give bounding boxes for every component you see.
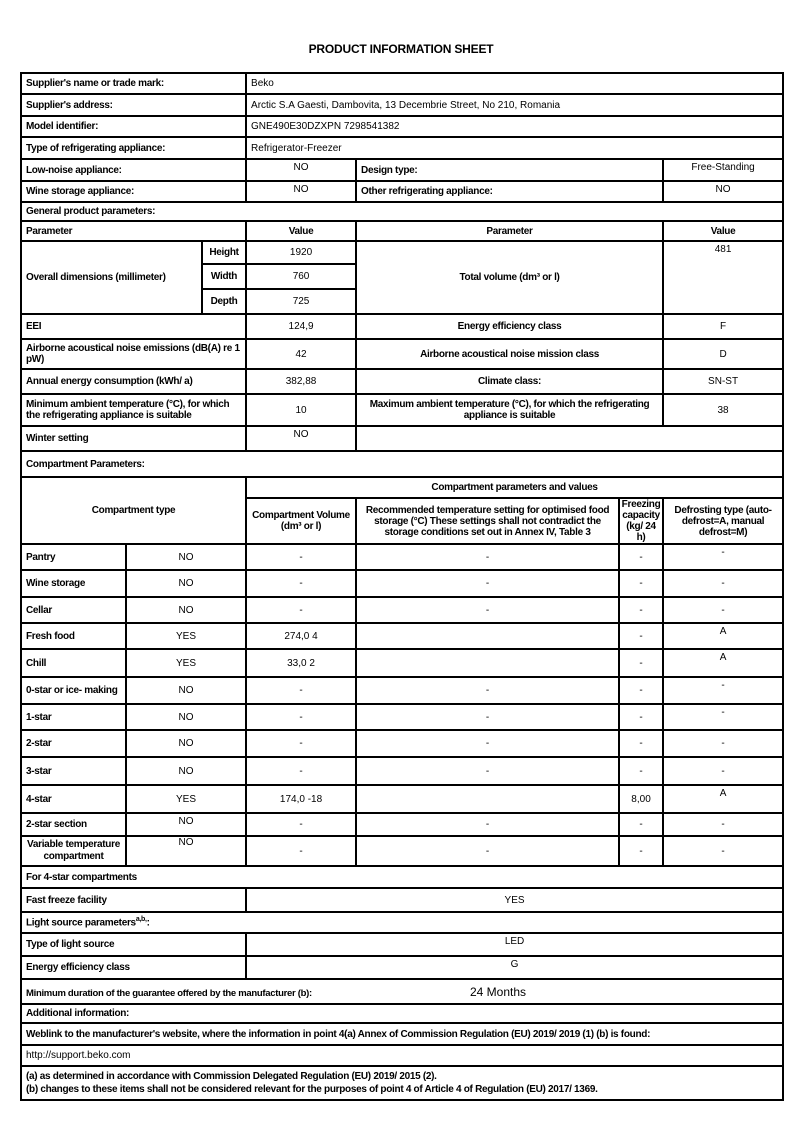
winter-setting-label: Winter setting <box>21 426 246 451</box>
header-value-2: Value <box>663 221 783 241</box>
compartment-section-row <box>21 451 783 477</box>
compartment-present: YES <box>126 785 246 813</box>
compartment-name: Fresh food <box>21 623 126 649</box>
compartment-defrost: - <box>663 813 783 836</box>
wine-storage-label: Wine storage appliance: <box>21 181 246 202</box>
compartment-freezing: - <box>619 544 663 570</box>
compartment-present: YES <box>126 623 246 649</box>
compartment-freezing: 8,00 <box>619 785 663 813</box>
guarantee-cell <box>21 979 783 1004</box>
appliance-type-value: Refrigerator-Freezer <box>246 137 783 159</box>
compartment-present: NO <box>126 757 246 785</box>
weblink-label-row <box>21 1023 783 1045</box>
compartment-temp: - <box>356 757 619 785</box>
compartment-temp: - <box>356 544 619 570</box>
total-volume-label: Total volume (dm³ or l) <box>356 241 663 314</box>
volume-header: Compartment Volume (dm³ or l) <box>246 498 356 544</box>
compartment-volume: - <box>246 704 356 730</box>
light-section-colon: : <box>146 917 150 929</box>
compartment-defrost: - <box>663 704 783 730</box>
min-temp-value: 10 <box>246 394 356 426</box>
compartment-freezing: - <box>619 677 663 704</box>
supplier-name-row <box>21 73 783 94</box>
compartment-type-header: Compartment type <box>21 477 246 544</box>
low-noise-value: NO <box>246 159 356 181</box>
compartment-freezing: - <box>619 730 663 757</box>
compartment-temp <box>356 785 619 813</box>
light-section-row <box>21 912 783 933</box>
compartment-name: Chill <box>21 649 126 677</box>
compartment-name: Variable temperature compartment <box>21 836 126 866</box>
compartment-volume: - <box>246 677 356 704</box>
compartment-volume: - <box>246 813 356 836</box>
model-row <box>21 116 783 137</box>
footnote-b: (b) changes to these items shall not be considered relevant for the purposes of point 4 of Article 4 of Regulation (EU) 2017/ 1369. <box>26 1084 598 1095</box>
freezing-capacity-header: Freezing capacity (kg/ 24 h) <box>619 498 663 544</box>
compartment-row <box>21 570 783 597</box>
compartment-present: NO <box>126 570 246 597</box>
compartment-defrost: - <box>663 570 783 597</box>
defrost-type-header: Defrosting type (auto-defrost=A, manual defrost=M) <box>663 498 783 544</box>
wine-storage-value: NO <box>246 181 356 202</box>
depth-label: Depth <box>202 289 246 314</box>
compartment-name: 2-star <box>21 730 126 757</box>
light-type-value: LED <box>246 933 783 956</box>
header-parameter: Parameter <box>21 221 246 241</box>
compartment-section-label: Compartment Parameters: <box>21 451 783 477</box>
compartment-row <box>21 836 783 866</box>
compartment-volume: - <box>246 730 356 757</box>
temperature-header: Recommended temperature setting for optimised food storage (°C) These settings shall not contradict the storage conditions set out in Annex IV, Table 3 <box>356 498 619 544</box>
compartment-freezing: - <box>619 597 663 623</box>
compartment-group-header-row <box>21 477 783 498</box>
compartment-present: NO <box>126 597 246 623</box>
light-type-row <box>21 933 783 956</box>
winter-setting-empty <box>356 426 783 451</box>
annual-energy-value: 382,88 <box>246 369 356 394</box>
noise-value: 42 <box>246 339 356 369</box>
compartment-name: Pantry <box>21 544 126 570</box>
model-value: GNE490E30DZXPN 7298541382 <box>246 116 783 137</box>
four-star-section-label: For 4-star compartments <box>21 866 783 888</box>
eei-label: EEI <box>21 314 246 339</box>
model-label: Model identifier: <box>21 116 246 137</box>
compartment-row <box>21 704 783 730</box>
compartment-volume: 174,0 -18 <box>246 785 356 813</box>
light-type-label: Type of light source <box>21 933 246 956</box>
footnote-a: (a) as determined in accordance with Commission Delegated Regulation (EU) 2019/ 2015 (2). <box>26 1071 437 1082</box>
compartment-name: 1-star <box>21 704 126 730</box>
compartment-freezing: - <box>619 570 663 597</box>
footnotes-cell <box>21 1066 783 1100</box>
four-star-section-row <box>21 866 783 888</box>
page-title: PRODUCT INFORMATION SHEET <box>308 42 494 56</box>
other-appliance-value: NO <box>663 181 783 202</box>
guarantee-value: 24 Months <box>470 984 527 999</box>
weblink-label: Weblink to the manufacturer's website, where the information in point 4(a) Annex of Commission Regulation (EU) 2019/ 2019 (1) (b) is found: <box>21 1023 783 1045</box>
fast-freeze-row <box>21 888 783 912</box>
compartment-defrost: - <box>663 597 783 623</box>
max-temp-value: 38 <box>663 394 783 426</box>
compartment-freezing: - <box>619 704 663 730</box>
fast-freeze-value: YES <box>246 888 783 912</box>
compartment-temp <box>356 623 619 649</box>
compartment-temp: - <box>356 730 619 757</box>
total-volume-value: 481 <box>663 241 783 314</box>
weblink-url[interactable]: http://support.beko.com <box>21 1045 783 1066</box>
compartment-freezing: - <box>619 757 663 785</box>
compartment-name: 4-star <box>21 785 126 813</box>
winter-setting-value: NO <box>246 426 356 451</box>
supplier-address-value: Arctic S.A Gaesti, Dambovita, 13 Decembrie Street, No 210, Romania <box>246 94 783 116</box>
compartment-freezing: - <box>619 836 663 866</box>
compartment-row <box>21 757 783 785</box>
dimension-height-row <box>21 241 783 264</box>
design-type-value: Free-Standing <box>663 159 783 181</box>
annual-energy-row <box>21 369 783 394</box>
general-header-row <box>21 221 783 241</box>
height-value: 1920 <box>246 241 356 264</box>
compartment-row <box>21 677 783 704</box>
low-noise-row <box>21 159 783 181</box>
compartment-row <box>21 813 783 836</box>
compartment-defrost: - <box>663 730 783 757</box>
light-section-footnote: a,b, <box>135 916 147 924</box>
compartment-temp <box>356 649 619 677</box>
guarantee-label: Minimum duration of the guarantee offered by the manufacturer (b): <box>26 987 312 999</box>
compartment-defrost: A <box>663 623 783 649</box>
fast-freeze-label: Fast freeze facility <box>21 888 246 912</box>
eei-value: 124,9 <box>246 314 356 339</box>
light-eec-label: Energy efficiency class <box>21 956 246 979</box>
compartment-defrost: A <box>663 785 783 813</box>
eei-row <box>21 314 783 339</box>
footnotes-row <box>21 1066 783 1100</box>
compartment-name: Wine storage <box>21 570 126 597</box>
compartment-defrost: - <box>663 836 783 866</box>
wine-storage-row <box>21 181 783 202</box>
compartment-freezing: - <box>619 623 663 649</box>
compartment-volume: - <box>246 836 356 866</box>
supplier-address-row <box>21 94 783 116</box>
compartment-temp: - <box>356 677 619 704</box>
noise-class-label: Airborne acoustical noise mission class <box>356 339 663 369</box>
compartment-present: NO <box>126 677 246 704</box>
additional-section-row <box>21 1004 783 1023</box>
compartment-row <box>21 544 783 570</box>
compartment-name: 2-star section <box>21 813 126 836</box>
min-temp-label: Minimum ambient temperature (°C), for which the refrigerating appliance is suitable <box>21 394 246 426</box>
product-information-table <box>20 72 784 1101</box>
general-section-label: General product parameters: <box>21 202 783 221</box>
compartment-present: YES <box>126 649 246 677</box>
compartment-name: 0-star or ice- making <box>21 677 126 704</box>
compartment-present: NO <box>126 836 246 866</box>
compartment-name: Cellar <box>21 597 126 623</box>
compartment-present: NO <box>126 813 246 836</box>
energy-class-label: Energy efficiency class <box>356 314 663 339</box>
other-appliance-label: Other refrigerating appliance: <box>356 181 663 202</box>
compartment-temp: - <box>356 836 619 866</box>
compartment-volume: - <box>246 544 356 570</box>
noise-label: Airborne acoustical noise emissions (dB(A) re 1 pW) <box>21 339 246 369</box>
design-type-label: Design type: <box>356 159 663 181</box>
climate-class-value: SN-ST <box>663 369 783 394</box>
compartment-defrost: A <box>663 649 783 677</box>
compartment-volume: 33,0 2 <box>246 649 356 677</box>
weblink-url-row <box>21 1045 783 1066</box>
compartment-defrost: - <box>663 677 783 704</box>
header-value: Value <box>246 221 356 241</box>
additional-section-label: Additional information: <box>21 1004 783 1023</box>
compartment-freezing: - <box>619 813 663 836</box>
low-noise-label: Low-noise appliance: <box>21 159 246 181</box>
compartment-row <box>21 623 783 649</box>
compartment-volume: - <box>246 757 356 785</box>
supplier-address-label: Supplier's address: <box>21 94 246 116</box>
light-section-text: Light source parameters <box>26 917 136 929</box>
compartment-row <box>21 649 783 677</box>
compartment-row <box>21 785 783 813</box>
compartment-temp: - <box>356 704 619 730</box>
annual-energy-label: Annual energy consumption (kWh/ a) <box>21 369 246 394</box>
guarantee-row <box>21 979 783 1004</box>
compartment-present: NO <box>126 544 246 570</box>
supplier-name-value: Beko <box>246 73 783 94</box>
compartment-temp: - <box>356 813 619 836</box>
light-eec-value: G <box>246 956 783 979</box>
compartment-volume: - <box>246 570 356 597</box>
winter-setting-row <box>21 426 783 451</box>
energy-class-value: F <box>663 314 783 339</box>
compartment-row <box>21 730 783 757</box>
compartment-temp: - <box>356 597 619 623</box>
climate-class-label: Climate class: <box>356 369 663 394</box>
compartment-freezing: - <box>619 649 663 677</box>
compartment-group-header: Compartment parameters and values <box>246 477 783 498</box>
compartment-present: NO <box>126 704 246 730</box>
height-label: Height <box>202 241 246 264</box>
dimensions-label: Overall dimensions (millimeter) <box>21 241 202 314</box>
compartment-temp: - <box>356 570 619 597</box>
noise-row <box>21 339 783 369</box>
compartment-volume: 274,0 4 <box>246 623 356 649</box>
compartment-defrost: - <box>663 757 783 785</box>
width-label: Width <box>202 264 246 289</box>
appliance-type-label: Type of refrigerating appliance: <box>21 137 246 159</box>
max-temp-label: Maximum ambient temperature (°C), for which the refrigerating appliance is suitable <box>356 394 663 426</box>
width-value: 760 <box>246 264 356 289</box>
compartment-row <box>21 597 783 623</box>
noise-class-value: D <box>663 339 783 369</box>
compartment-name: 3-star <box>21 757 126 785</box>
compartment-defrost: - <box>663 544 783 570</box>
compartment-volume: - <box>246 597 356 623</box>
compartment-present: NO <box>126 730 246 757</box>
depth-value: 725 <box>246 289 356 314</box>
supplier-name-label: Supplier's name or trade mark: <box>21 73 246 94</box>
light-section-label <box>21 912 783 933</box>
light-eec-row <box>21 956 783 979</box>
header-parameter-2: Parameter <box>356 221 663 241</box>
ambient-temp-row <box>21 394 783 426</box>
general-section-row <box>21 202 783 221</box>
appliance-type-row <box>21 137 783 159</box>
